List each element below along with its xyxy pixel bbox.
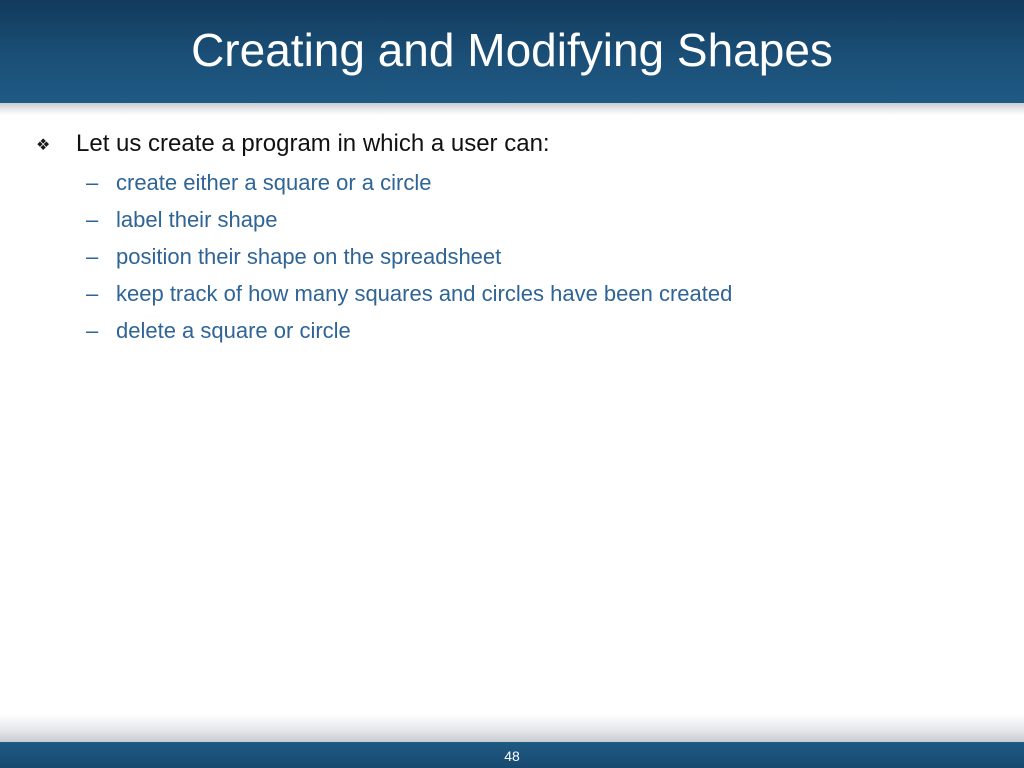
sub-bullet-item [34,312,994,349]
slide-content [34,126,994,349]
sub-bullet-text: create either a square or a circle [116,169,432,195]
sub-bullet-text: keep track of how many squares and circles have been created [116,280,733,306]
sub-bullet-item [34,275,994,312]
dash-marker: – [86,206,99,232]
sub-bullet-text: delete a square or circle [116,317,351,343]
main-bullet-text: Let us create a program in which a user can: [76,130,550,157]
footer-shade [0,714,1024,742]
dash-marker: – [86,317,99,343]
sub-bullet-item [34,238,994,275]
slide-title: Creating and Modifying Shapes [191,24,833,76]
dash-marker: – [86,243,99,269]
sub-bullet-list [34,164,994,349]
dash-marker: – [86,169,99,195]
main-bullet [34,126,994,164]
page-number: 48 [504,748,520,764]
sub-bullet-text: label their shape [116,206,278,232]
sub-bullet-item [34,164,994,201]
sub-bullet-text: position their shape on the spreadsheet [116,243,502,269]
sub-bullet-item [34,201,994,238]
dash-marker: – [86,280,99,306]
title-shadow [0,103,1024,115]
diamond-bullet-icon: ❖ [36,135,51,154]
